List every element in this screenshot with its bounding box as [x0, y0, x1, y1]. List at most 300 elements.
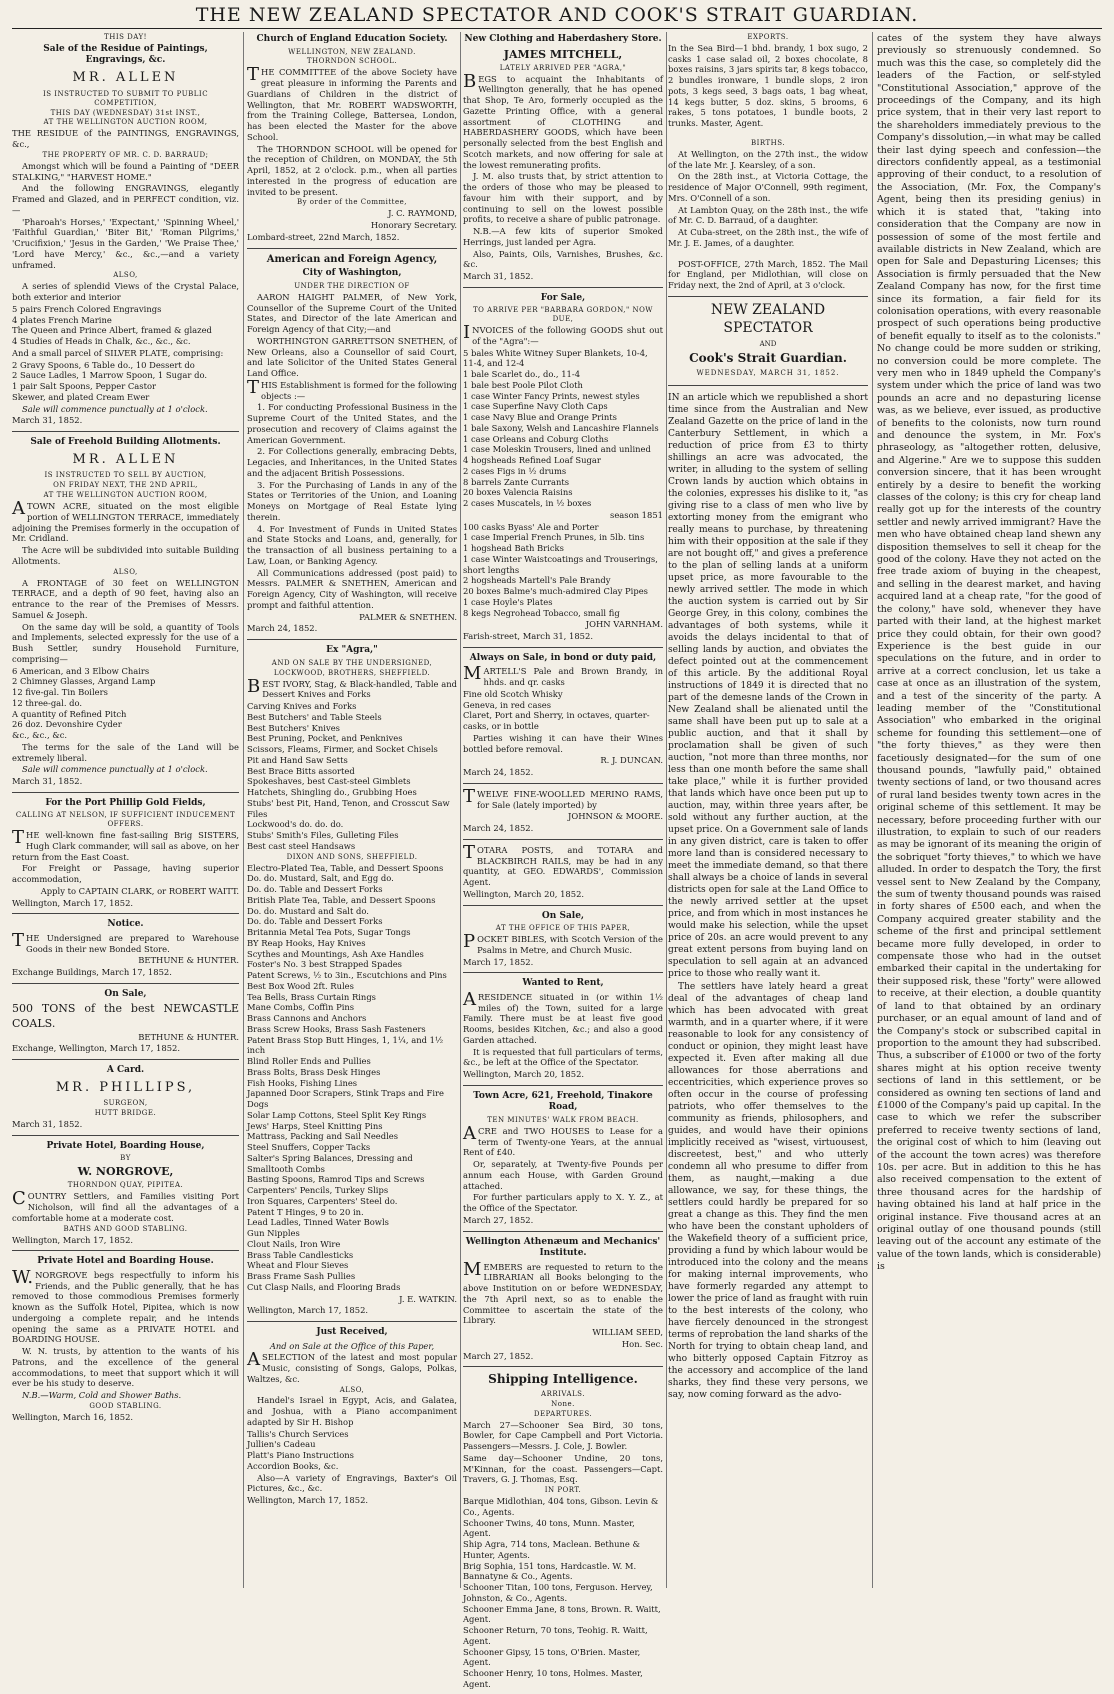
advert-name: MR. PHILLIPS, [55, 1079, 196, 1095]
advert-subheading: TEN MINUTES' WALK FROM BEACH. [487, 1116, 639, 1124]
advert-text: HUTT BRIDGE. [94, 1109, 157, 1118]
list-item: 1 case Orleans and Coburg Cloths [463, 433, 609, 444]
list-item: 6 American, and 3 Elbow Chairs [12, 665, 150, 676]
advert-freehold-allotments [12, 437, 239, 793]
advert-date: March 31, 1852. [463, 271, 534, 282]
list-item: Skewer, and plated Cream Ewer [12, 391, 150, 402]
advert-ex-agra [247, 645, 457, 1322]
list-item: British Plate Tea, Table, and Dessert Spoons [247, 894, 436, 905]
masthead-rule [12, 28, 1102, 29]
advert-heading: New Clothing and Haberdashery Store. [464, 34, 662, 44]
list-item: Mane Combs, Coffin Pins [247, 1002, 355, 1013]
list-item: 4 plates French Marine [12, 314, 112, 325]
list-item: Cut Clasp Nails, and Flooring Brads [247, 1281, 401, 1292]
advert-date: March 31, 1852. [12, 776, 83, 787]
list-item: Stubs' best Pit, Hand, Tenon, and Crosscut Saw Files [247, 797, 450, 819]
advert-heading: Notice. [107, 919, 144, 930]
list-item: Best Butchers' and Table Steels [247, 711, 382, 722]
advert-subheading: City of Washington, [302, 268, 402, 279]
advert-heading: Ex "Agra," [326, 645, 378, 656]
list-item: 1 case Imperial French Prunes, in 5lb. tins [463, 532, 645, 543]
list-item: 1 case Navy Blue and Orange Prints [463, 412, 617, 423]
advert-note: Sale will commence punctually at 1 o'clock. [22, 403, 208, 414]
shipping-entry: Same day—Schooner Undine, 20 tons, M'Kinnan, for the coast. Passengers—Capt. Travers, G. J. Thomas, Esq. [463, 1452, 663, 1485]
list-item: 1 case Winter Waistcoatings and Trouserings, short lengths [463, 553, 658, 575]
list-item: The Queen and Prince Albert, framed & glazed [12, 325, 212, 336]
advert-text: GOOD STABLING. [89, 1401, 162, 1410]
list-item: 100 casks Byass' Ale and Porter [463, 521, 599, 532]
advert-text: 'Pharoah's Horses,' 'Expectant,' 'Spinning Wheel,' 'Faithful Guardian,' 'Biter Bit,' 'Roman Pilgrims,' 'Crucifixion,' 'Jesus in the Garden,' 'We Praise Thee,' 'Lord have Mercy,' &c., &c.,—and a variety unframed. [12, 216, 239, 270]
advert-heading: On Sale, [541, 910, 585, 921]
list-item: &c., &c., &c. [12, 730, 68, 741]
advert-subheading: AT THE OFFICE OF THIS PAPER, [495, 924, 631, 933]
advert-heading: Wellington Athenæum and Mechanics' Institute. [465, 1236, 661, 1259]
advert-heading: For the Port Phillip Gold Fields, [45, 797, 206, 808]
advert-heading: Just Received, [316, 1327, 388, 1338]
advert-date: March 24, 1852. [247, 623, 318, 634]
advert-text: IS INSTRUCTED TO SELL BY AUCTION, [44, 471, 207, 480]
list-item: Pit and Hand Saw Setts [247, 754, 348, 765]
advert-signature: J. C. RAYMOND, [388, 208, 457, 219]
list-item: Foster's No. 3 best Strapped Spades [247, 959, 402, 970]
advert-text: THE well-known fine fast-sailing Brig SISTERS, Hugh Clark commander, will sail as above, on her return from the East Coast. [12, 827, 239, 862]
list-item: Brass Frame Sash Pullies [247, 1271, 356, 1282]
list-item: Clout Nails, Iron Wire [247, 1238, 341, 1249]
list-item: Claret, Port and Sherry, in octaves, quarter-casks, or in bottle [463, 710, 650, 732]
list-item: 1 case Superfine Navy Cloth Caps [463, 401, 608, 412]
advert-text: A series of splendid Views of the Crystal Palace, both exterior and interior [12, 281, 239, 303]
advert-heading: Private Hotel and Boarding House. [37, 1256, 214, 1267]
shipping-entry: March 27—Schooner Sea Bird, 30 tons, Bowler, for Cape Campbell and Port Victoria. Passengers—Messrs. J. Cole, J. Bowler. [463, 1419, 663, 1452]
list-item: 4 Studies of Heads in Chalk, &c., &c., &c. [12, 336, 191, 347]
advert-text: W. N. trusts, by attention to the wants of his Patrons, and the excellence of the general accommodations, to meet that support which it will ever be his study to deserve. [12, 1346, 239, 1389]
exports [668, 33, 868, 134]
advert-text: BEGS to acquaint the Inhabitants of Wellington generally, that he has opened that Shop, Te Aro, formerly occupied as the Gazette Printing Office, with a general assortment of CLOTHING and HABERDASHERY GOODS, which have been personally selected from the best English and Scotch markets, and now offering for sale at the lowest remunerating profits. [463, 70, 663, 170]
advert-heading: Church of England Education Society. [256, 34, 448, 44]
exports-text: In the Sea Bird—1 bhd. brandy, 1 box sugo, 2 casks 1 case salad oil, 2 boxes chocolate, 8 boxes raisins, 3 jars spirits tar, 8 kegs tobacco, 2 bundles ironware, 1 bundle slops, 2 iron pots, 3 kegs seed, 3 bags oats, 1 bag wheat, 14 kegs butter, 5 doz. skins, 5 brooms, 6 rakes, 5 tons potatoes, 1 bundle boots, 2 trunks. Master, Agent. [668, 42, 868, 129]
list-item: 5 bales White Witney Super Blankets, 10-4, 11-4, and 12-4 [463, 347, 648, 369]
advert-note: N.B.—Warm, Cold and Shower Baths. [22, 1390, 182, 1401]
column-rule [243, 32, 244, 1588]
advert-text: THORNDON QUAY, PIPITEA. [67, 1181, 184, 1190]
list-item: 20 boxes Valencia Raisins [463, 487, 573, 498]
advert-text: The THORNDON SCHOOL will be opened for the reception of Children, on MONDAY, the 5th April, 1852, at 2 o'clock. p.m., when all parties interested in the progress of education are invited to be present. [247, 143, 457, 197]
list-item: Carving Knives and Forks [247, 701, 357, 712]
list-item: Brass Screw Hooks, Brass Sash Fasteners [247, 1023, 426, 1034]
advert-signature: J. E. WATKIN. [399, 1293, 457, 1304]
list-item: 2 hogsheads Martell's Pale Brandy [463, 575, 611, 586]
advert-boarding-house [12, 1256, 239, 1427]
list-item: Lockwood's do. do. do. [247, 819, 344, 830]
advert-text: For Freight or Passage, having superior accommodation, [12, 863, 239, 885]
advert-date: Farish-street, March 31, 1852. [463, 631, 593, 642]
column-rule [460, 32, 461, 1588]
advert-text: 1. For conducting Professional Business in the Supreme Court of the United States, and the prosecution and recovery of Claims against the American Government. [247, 402, 457, 445]
advert-text: ALSO, [113, 567, 138, 576]
editorial-text: The settlers have lately heard a great deal of the advantages of cheap land which has been advocated with great warmth, and in a quarter where, if it were reasonable to look for any consistency of conduct or opinion, they might least have expected it. Even after making all due allowances for those aberrations and eccentricities, which experience proves so often occur in the course of professing patriots, who offer themselves to the community as friends, philosophers, and guides, and would have their opinions implicitly received as "wisest, virtuousest, discreetest, best," and who utterly condemn all who presume to differ from them, as naught,—making a due allowance, we say, for these things, the settlers could hardly be prepared for so great a change as this. They find the men who have been the constant upholders of the Wakefield theory of a sufficient price, providing a fund by which labour would be introduced into the colony and the means for making internal improvements, who have formerly regarded any attempt to lower the price of land as fraught with ruin to the best interests of the colony, who have fiercely denounced in the strongest terms of reprobation the land sharks of the North for trying to obtain cheap land, and who bitterly opposed Captain Fitzroy as the accessory and accomplice of the land sharks, they find these very persons, we say, now coming forward as the advo- [668, 981, 868, 1400]
advert-text: None. [551, 1399, 575, 1408]
list-item: Patent T Hinges, 9 to 20 in. [247, 1206, 364, 1217]
advert-date: March 24, 1852. [463, 823, 534, 834]
list-item: 1 case Hoyle's Plates [463, 596, 553, 607]
shipping-entry: Schooner Emma Jane, 8 tons, Brown. R. Waitt, Agent. [463, 1603, 661, 1625]
advert-text: TOTARA POSTS, and TOTARA and BLACKBIRCH RAILS, may be had in any quantity, at GEO. EDWARDS', Commission Agent. [463, 841, 663, 888]
advert-text: ASELECTION of the latest and most popular Music, consisting of Songs, Galops, Polkas, Waltzes, &c. [247, 1349, 457, 1384]
shipping-entry: Brig Sophia, 151 tons, Hardcastle. W. M. Bannatyne & Co., Agents. [463, 1560, 637, 1582]
advert-date: Wellington, March 17, 1852. [12, 1234, 134, 1245]
shipping-entry: Schooner Return, 70 tons, Teohig. R. Waitt, Agent. [463, 1625, 648, 1646]
advert-text: J. M. also trusts that, by strict attention to the orders of those who may be pleased to favour him with their support, and by continuing to sell on the lowest possible profits, to receive a share of public patronage. [463, 171, 663, 225]
issue-date: WEDNESDAY, MARCH 31, 1852. [696, 369, 840, 378]
list-item: Best cast steel Handsaws [247, 840, 356, 851]
advert-text: BEST IVORY, Stag, & Black-handled, Table and Dessert Knives and Forks [247, 675, 457, 700]
advert-notice [12, 919, 239, 984]
advert-date: Exchange, Wellington, March 17, 1852. [12, 1043, 181, 1054]
advert-signature: Apply to CAPTAIN CLARK, or ROBERT WAITT. [40, 885, 239, 896]
advert-heading: Always on Sale, in bond or duty paid, [469, 652, 657, 663]
shipping-entry: Schooner Titan, 100 tons, Ferguson. Hervey, Johnston, & Co., Agents. [463, 1582, 653, 1603]
list-item: 5 pairs French Colored Engravings [12, 303, 162, 314]
advert-date: March 31, 1852. [12, 1119, 83, 1130]
shipping-entry: Schooner Henry, 10 tons, Holmes. Master, Agent. [463, 1668, 643, 1689]
advert-port-phillip [12, 798, 239, 915]
advert-name: JAMES MITCHELL, [503, 47, 623, 61]
advert-american-agency [247, 254, 457, 641]
advert-text: UNDER THE DIRECTION OF [294, 281, 410, 290]
list-item: Patent Screws, ½ to 3in., Escutchions and Pins [247, 970, 447, 981]
advert-text: MARTELL'S Pale and Brown Brandy, in hhds. and qr. casks [463, 663, 663, 688]
advert-text: 4. For Investment of Funds in United States and State Stocks and Loans, and, generally, for the transaction of all business pertaining to a Law, Loan, or Banking Agency. [247, 523, 457, 566]
column-1 [12, 32, 239, 1588]
advert-text: ATOWN ACRE, situated on the most eligible portion of WELLINGTON TERRACE, immediately adjoining the Premises formerly in the occupation of Mr. Cridland. [12, 498, 239, 544]
list-item: Brass Cannons and Anchors [247, 1013, 367, 1024]
advert-name: W. NORGROVE, [77, 1165, 174, 1179]
list-item: 2 cases Muscatels, in ½ boxes [463, 498, 592, 509]
list-item: Lead Ladles, Tinned Water Bowls [247, 1217, 389, 1228]
advert-text: THE PROPERTY OF MR. C. D. BARRAUD; [42, 150, 209, 159]
section-subheading: DEPARTURES. [533, 1409, 593, 1418]
list-item: 2 cases Figs in ½ drums [463, 465, 567, 476]
column-5 [877, 32, 1101, 1588]
advert-date: Wellington, March 20, 1852. [463, 1069, 585, 1080]
advert-text: BY [120, 1154, 131, 1163]
advert-text: TWELVE FINE-WOOLLED MERINO RAMS, for Sale (lately imported) by [463, 785, 663, 810]
list-item: Jullien's Cadeau [247, 1439, 316, 1450]
advert-date: March 24, 1852. [463, 767, 534, 778]
list-item: 8 barrels Zante Currants [463, 476, 569, 487]
advert-signature: BETHUNE & HUNTER. [138, 1031, 239, 1042]
list-item: A quantity of Refined Pitch [12, 708, 127, 719]
advert-text: On the same day will be sold, a quantity of Tools and Implements, selected expressly for the use of a Bush Settler, sundry Household Furniture, comprising— [12, 621, 239, 664]
advert-athenaeum [463, 1237, 663, 1368]
list-item: Scythes and Mountings, Ash Axe Handles [247, 948, 424, 959]
advert-heading: Sale of Freehold Building Allotments. [30, 437, 221, 448]
advert-text: THE Undersigned are prepared to Warehouse Goods in their new Bonded Store. [12, 929, 239, 954]
list-item: Patent Brass Stop Butt Hinges, 1, 1¼, and 1½ inch [247, 1034, 444, 1056]
advert-signature: WILLIAM SEED, [592, 1327, 663, 1338]
advert-date: March 27, 1852. [463, 1350, 534, 1361]
list-item: Scissors, Fleams, Firmer, and Socket Chisels [247, 744, 438, 755]
shipping-entry: Ship Agra, 714 tons, Maclean. Bethune & Hunter, Agents. [463, 1539, 640, 1560]
advert-date: Wellington, March 17, 1852. [247, 1305, 369, 1316]
advert-date: Exchange Buildings, March 17, 1852. [12, 967, 172, 978]
advert-heading: Town Acre, 621, Freehold, Tinakore Road, [473, 1090, 653, 1113]
advert-date: Wellington, March 17, 1852. [12, 897, 134, 908]
list-item: 20 boxes Balme's much-admired Clay Pipes [463, 586, 648, 597]
list-item: Blind Roller Ends and Pullies [247, 1056, 371, 1067]
birth-notice: At Cuba-street, on the 28th inst., the wife of Mr. J. E. James, of a daughter. [668, 227, 868, 248]
advert-card [12, 1065, 239, 1136]
list-item: 1 bale Scarlet do., do., 11-4 [463, 369, 581, 380]
list-item: Carpenters' Pencils, Turkey Slips [247, 1185, 389, 1196]
advert-town-acre [463, 1091, 663, 1232]
list-item: Do. do. Table and Dessert Forks [247, 884, 383, 895]
list-item: Solar Lamp Cottons, Steel Split Key Rings [247, 1109, 427, 1120]
advert-pocket-bibles [463, 911, 663, 974]
list-item: Best Pruning, Pocket, and Penknives [247, 733, 403, 744]
list-item: Electro-Plated Tea, Table, and Dessert Spoons [247, 862, 444, 873]
advert-text: THE COMMITTEE of the above Society have great pleasure in informing the Parents and Guardians of Children in the district of Wellington, that Mr. ROBERT WADSWORTH, from the Training College, Battersea, London, has been elected the Master for the above School. [247, 64, 457, 142]
advert-text: season 1851 [610, 509, 663, 520]
advert-text: THIS Establishment is formed for the following objects :— [247, 376, 457, 401]
paper-title: NEW ZEALAND SPECTATOR [710, 301, 826, 336]
advert-signature: R. J. DUNCAN. [600, 755, 663, 766]
advert-signature: JOHNSON & MOORE. [568, 811, 663, 822]
list-item: Wheat and Flour Sieves [247, 1260, 349, 1271]
list-item: Britannia Metal Tea Pots, Sugar Tongs [247, 927, 411, 938]
list-item: Mattrass, Packing and Sail Needles [247, 1131, 399, 1142]
list-item: 2 Gravy Spoons, 6 Table do., 10 Dessert do [12, 359, 195, 370]
birth-notice: At Wellington, on the 27th inst., the widow of the late Mr. J. Kearsley, of a son. [668, 148, 868, 170]
advert-text: THE RESIDUE of the PAINTINGS, ENGRAVINGS, &c., [12, 128, 239, 150]
advert-signature: JOHN VARNHAM. [585, 619, 663, 630]
list-item: 12 five-gal. Tin Boilers [12, 687, 108, 698]
list-item: Salter's Spring Balances, Dressing and Smalltooth Combs [247, 1152, 413, 1174]
advert-heading: On Sale, [104, 988, 147, 999]
list-item: BY Reap Hooks, Hay Knives [247, 937, 366, 948]
section-subheading: IN PORT. [544, 1486, 582, 1495]
list-item: Best Brace Bitts assorted [247, 765, 355, 776]
advert-heading: For Sale, [540, 292, 586, 303]
advert-text: WELLINGTON, NEW ZEALAND. [288, 47, 416, 56]
advert-wanted-to-rent [463, 978, 663, 1086]
advert-education-society [247, 34, 457, 249]
list-item: 12 three-gal. do. [12, 697, 83, 708]
section-subheading: ARRIVALS. [541, 1389, 585, 1398]
advert-coals [12, 989, 239, 1060]
advert-totara-posts [463, 841, 663, 906]
list-item: 1 hogshead Bath Bricks [463, 543, 564, 554]
column-rule [872, 32, 873, 1588]
advert-date: Wellington, March 17, 1852. [247, 1495, 369, 1506]
advert-note: Sale will commence punctually at 1 o'clock. [22, 764, 208, 775]
advert-subheading: CALLING AT NELSON, IF SUFFICIENT INDUCEMENT OFFERS. [15, 811, 236, 829]
advert-heading: THIS DAY! [104, 33, 147, 41]
post-office-text: POST-OFFICE, 27th March, 1852. The Mail for England, per Midlothian, will close on Friday next, the 2nd of April, at 3 o'clock. [668, 258, 868, 291]
list-item: Do. do. Table and Dessert Forks [247, 916, 383, 927]
advert-date: Wellington, March 16, 1852. [12, 1411, 134, 1422]
shipping-intelligence [463, 1372, 663, 1693]
advert-text: The terms for the sale of the Land will be extremely liberal. [12, 741, 239, 763]
list-item: Accordion Books, &c. [247, 1460, 339, 1471]
masthead: THE NEW ZEALAND SPECTATOR AND COOK'S STRAIT GUARDIAN. [195, 4, 919, 26]
advert-subheading: And on Sale at the Office of this Paper, [269, 1340, 435, 1351]
section-heading: EXPORTS. [747, 33, 789, 41]
list-item: 1 bale best Poole Pilot Cloth [463, 379, 583, 390]
list-item: 1 case Moleskin Trousers, lined and unlined [463, 444, 651, 455]
advert-text: ALSO, [113, 271, 138, 280]
post-office-notice [668, 259, 868, 297]
advert-text: W.NORGROVE begs respectfully to inform his Friends, and the Public generally, that he has removed to those commodious Premises formerly known as the Suffolk Hotel, Pipitea, which is now undergoing a complete repair, and he intends opening the same as a PRIVATE HOTEL and BOARDING HOUSE. [12, 1266, 239, 1345]
advert-text: And the following ENGRAVINGS, elegantly Framed and Glazed, and in PERFECT condition, viz.— [12, 183, 239, 215]
advert-heading: Private Hotel, Boarding House, [46, 1140, 205, 1151]
advert-text: ON FRIDAY NEXT, THE 2ND APRIL, [53, 481, 198, 490]
advert-text: Or, separately, at Twenty-five Pounds per annum each House, with Garden Ground attached. [463, 1159, 663, 1191]
advert-text: ALSO, [339, 1385, 365, 1394]
advert-text: And a small parcel of SILVER PLATE, comprising: [12, 347, 224, 358]
advert-text: AARON HAIGHT PALMER, of New York, Counsellor of the Supreme Court of the United States, and Director of the late American and Foreign Agency of that City;—and [247, 291, 457, 335]
advert-text: DIXON AND SONS, SHEFFIELD. [286, 852, 418, 861]
shipping-entry: Barque Midlothian, 404 tons, Gibson. Levin & Co., Agents. [463, 1496, 659, 1517]
editorial-text: IN an article which we republished a short time since from the Australian and New Zealand Gazette on the price of land in the Canterbury Settlement, in which a reduction of price from £3 to thirty shillings an acre was advocated, the writer, in alluding to the system of selling Crown lands by auction which obtains in the colonies, expresses his dislike to it, "as giving rise to a class of men who live by extorting money from the emigrant who really means to purchase, by threatening him with their opposition at the sale if they are not bought off," and gives a preference to the plan of selling lands at a uniform upset price, as more favourable to the newly arrived settler. The mode in which the auction system is carried out by Sir George Grey, in this colony, combines the advantages of both systems, while it avoids the delays incidental to that of selling lands by auction, and obviates the defect pointed out at the commencement of this article. By the additional Royal instructions of 1849 it is directed that no part of the demesne lands of the Crown in New Zealand shall be alienated until the same shall have been put up to sale at a public auction, and that it shall by proclamation shall be given of such auction, "not more than three months, nor less than one month before the same shall take place," while it is further provided that lands which have once been put up to auction, may, within three years after, be sold without any further auction, at the upset price. On a Government sale of lands in any given district, care is taken to offer more land than is considered necessary to meet the immediate demand, so that there shall always be a choice of lands in several districts open for sale at the Land Office to the newly arrived settler at the upset price, and from which in most instances he would make his selection, while the upset price of 20s. an acre would prevent to any great extent persons from buying land on speculation to sell again at an advanced price to those who really want it. [668, 392, 868, 979]
list-item: Fine old Scotch Whisky [463, 688, 563, 699]
advert-text: INVOICES of the following GOODS shut out of the "Agra":— [463, 322, 663, 346]
advert-text: LOCKWOOD, BROTHERS, SHEFFIELD. [273, 668, 431, 677]
list-item: Tallis's Church Services [247, 1428, 349, 1439]
advert-text: For further particulars apply to X. Y. Z., at the Office of the Spectator. [463, 1192, 663, 1214]
advert-invoices [463, 293, 663, 648]
list-item: Iron Squares, Carpenters' Steel do. [247, 1195, 398, 1206]
advert-signature: BETHUNE & HUNTER. [138, 955, 239, 966]
column-3 [463, 32, 663, 1689]
editorial-continued: cates of the system they have always previously so strenuously condemned. So much was this the case, so completely did the leaders of the Faction, or self-styled "Constitutional Association," approve of the proceedings of the Company, and its high price system, that in their very last report to the shareholders immediately previous to the Company's dissolution,—in what may be called their last dying speech and confession—the directors confidently appeal, as a testimonial approving of their conduct, to a resolution of the Association, (Mr. Fox, the Company's Agent, being then its presiding genius) in which it is stated that, "taking into consideration that the Company are now in possession of some of the most fertile and available districts in New Zealand, which are open for Sale and Depasturing Licenses; this Association is firmly persuaded that the New Zealand Company has now, for the first time since its formation, a fair field for its colonisation operations, with every reasonable prospect of such operations being productive of benefit equally to itself as to the colonists." No change could be more sudden or striking, no conversion could be more complete. The very men who in 1849 upheld the Company's system under which the price of land was two pounds an acre and no depasturing license was, as we believe, ever issued, as productive of benefits to the colonists, now turn round and denounce the system, in Mr. Fox's phraseology, as "altogether rotten, delusive, and Algerine." Are we to suppose this sudden conversion sincere, that it has been wrought entirely by a desire to benefit the working classes of the colony; is this cry for cheap land really got up for the interests of the country settler and newly arrived immigrant? Have the men who have obtained cheap land shewn any disposition themselves to sell it cheap for the good of the colony. Have they not acted on the free trade axiom of buying in the cheapest, and selling in the dearest market, and having acquired land at a cheap rate, "for the good of the colony," have sold, whenever they have parted with their land, at the highest market price they could obtain, for their own good? Experience is the best guide in our speculations on the future, and in order to arrive at a correct conclusion, let us take a case at once as an illustration of the system, and a test of the sincerity of the party. A leading member of the "Constitutional Association" who embarked in the original scheme for founding this settlement—one of "the forty thieves," as they were then facetiously designated—for the sum of one thousand pounds, "lawfully paid," obtained twenty sections of land, or two thousand acres of rural land besides twenty town acres in the original scheme of this settlement. It may be necessary, before proceeding further with our illustration, to explain to such of our readers as may be ignorant of its meaning the origin of the sobriquet "forty thieves," to which we have alluded. In order to despatch the Tory, the first vessel sent to New Zealand by the Company, the sum of twenty thousand pounds was raised in forty shares of £500 each, and when the Company acquired greater stability and the scheme of the first and principal settlement became more fully developed, in order to compensate those who had in the outset embarked their capital in the undertaking for their supposed risk, these "forty" were allowed to receive, at their election, a double quantity of land to that obtained by an ordinary purchaser, or an equal amount of land and of the Company's stock or subscribed capital in proportion to the amount they had subscribed. Thus, a subscriber of £1000 or two of the forty shares might at his option receive twenty sections of land in this settlement, or be considered as owning ten sections of land and £1000 of the Company's paid up capital. In the case to which we refer the subscriber preferred to receive twenty sections of land, the original cost of which to him (leaving out of the account the town acres) was therefore 10s. per acre. But in addition to this he has also received compensation to the extent of three thousand acres for the hardship of having obtained his land at half price in the original instance. Five thousand acres at an original outlay of one thousand pounds (still leaving out of the account any estimate of the value of the town lands, which is considerable) is [877, 33, 1101, 1273]
section-heading: BIRTHS. [750, 138, 786, 147]
auctioneer-name: MR. ALLEN [72, 451, 179, 467]
advert-text: N.B.—A few kits of superior Smoked Herrings, just landed per Agra. [463, 226, 663, 247]
advert-text: ACRE and TWO HOUSES to Lease for a term of Twenty-one Years, at the annual Rent of £40. [463, 1122, 663, 1158]
advert-text: ARESIDENCE situated in (or within 1½ miles of) the Town, suited for a large Family. There must be at least five good Rooms, besides Kitchen, &c.; and also a good Garden attached. [463, 988, 663, 1045]
birth-notice: At Lambton Quay, on the 28th inst., the wife of Mr. C. D. Barraud, of a daughter. [668, 204, 868, 226]
list-item: Tea Bells, Brass Curtain Rings [247, 991, 376, 1002]
advert-text: WORTHINGTON GARRETTSON SNETHEN, of New Orleans, also a Counsellor of said Court, and late Solicitor of the United States General Land Office. [247, 335, 457, 379]
advert-text: Parties wishing it can have their Wines bottled before removal. [463, 732, 663, 754]
advert-text: COUNTRY Settlers, and Families visiting Port Nicholson, will find all the advantages of a comfortable home at a moderate cost. [12, 1188, 239, 1223]
list-item: Hatchets, Shingling do., Grubbing Hoes [247, 787, 417, 798]
list-item: Best Butchers' Knives [247, 722, 340, 733]
advert-date: Lombard-street, 22nd March, 1852. [247, 231, 400, 242]
list-item: Do. do. Mustard and Salt do. [247, 905, 369, 916]
advert-date: March 17, 1852. [463, 956, 534, 967]
list-item: 8 kegs Negrohead Tobacco, small fig [463, 607, 620, 618]
advert-text: All Communications addressed (post paid) to Messrs. PALMER & SNETHEN, American and Foreign Agency, City of Washington, will receive prompt and faithful attention. [247, 567, 457, 610]
advert-text: 500 TONS of the best NEWCASTLE COALS. [12, 1002, 239, 1030]
advert-text: THORNDON SCHOOL. [306, 57, 398, 66]
advert-text: THIS DAY (WEDNESDAY) 31st INST., [50, 108, 201, 117]
advert-text: 2. For Collections generally, embracing Debts, Legacies, and Inheritances, in the United States and the adjacent British Possessions. [247, 446, 457, 478]
advert-text: AT THE WELLINGTON AUCTION ROOM, [43, 118, 208, 127]
shipping-entry: Schooner Twins, 40 tons, Munn. Master, Agent. [463, 1517, 635, 1539]
list-item: Brass Bolts, Brass Desk Hinges [247, 1066, 381, 1077]
list-item: Japanned Door Scrapers, Stink Traps and Fire Dogs [247, 1088, 444, 1110]
advert-subheading: LATELY ARRIVED PER "AGRA," [499, 63, 627, 72]
advert-text: The Acre will be subdivided into suitable Building Allotments. [12, 545, 239, 566]
advert-signature: PALMER & SNETHEN. [359, 611, 457, 622]
list-item: Stubs' Smith's Files, Gulleting Files [247, 830, 399, 841]
advert-date: March 31, 1852. [12, 415, 83, 426]
advert-heading: Wanted to Rent, [522, 978, 604, 989]
advert-merino-rams [463, 785, 663, 840]
advert-text: BATHS AND GOOD STABLING. [63, 1224, 188, 1233]
list-item: Brass Table Candlesticks [247, 1249, 354, 1260]
list-item: Best Box Wood 2ft. Rules [247, 980, 354, 991]
advert-heading: American and Foreign Agency, [266, 253, 438, 265]
advert-text: Honorary Secretary. [370, 220, 457, 231]
advert-text: Also—A variety of Engravings, Baxter's Oil Pictures, &c., &c. [247, 1472, 457, 1494]
list-item: Jews' Harps, Steel Knitting Pins [247, 1120, 383, 1131]
list-item: 1 case Winter Fancy Prints, newest styles [463, 390, 640, 401]
paper-subtitle: Cook's Strait Guardian. [689, 350, 847, 365]
advert-text: A FRONTAGE of 30 feet on WELLINGTON TERRACE, and a depth of 90 feet, having also an entrance to the rear of the Premises of Messrs. Samuel & Joseph. [12, 577, 239, 620]
birth-notice: On the 28th inst., at Victoria Cottage, the residence of Major O'Connell, 99th regiment, Mrs. O'Connell of a son. [668, 171, 868, 203]
advert-text: By order of the Committee, [296, 198, 408, 207]
list-item: 26 doz. Devonshire Cyder [12, 719, 122, 730]
list-item: 2 Sauce Ladles, 1 Marrow Spoon, 1 Sugar do. [12, 370, 207, 381]
list-item: 4 hogsheads Refined Loaf Sugar [463, 455, 601, 466]
section-heading: Shipping Intelligence. [488, 1372, 638, 1387]
births [668, 139, 868, 254]
advert-text: Handel's Israel in Egypt, Acis, and Galatea, and Joshua, with a Piano accompaniment adapted by Sir H. Bishop [247, 1395, 457, 1427]
advert-heading: A Card. [106, 1065, 145, 1076]
advert-date: Wellington, March 20, 1852. [463, 888, 585, 899]
advert-text: 3. For the Purchasing of Lands in any of the States or Territories of the Union, and Loaning Moneys on Mortgage of Real Estate lying therein. [247, 479, 457, 522]
advert-text: Hon. Sec. [621, 1338, 663, 1349]
list-item: Geneva, in red cases [463, 699, 551, 710]
paper-title-and: AND [759, 339, 777, 348]
advert-music [247, 1327, 457, 1511]
advert-clothing-store [463, 34, 663, 288]
list-item: Basting Spoons, Ramrod Tips and Screws [247, 1174, 425, 1185]
list-item: 1 bale Saxony, Welsh and Lancashire Flannels [463, 422, 659, 433]
advert-text: IS INSTRUCTED TO SUBMIT TO PUBLIC COMPETITION, [42, 89, 209, 107]
column-4 [668, 32, 868, 1588]
list-item: 1 pair Salt Spoons, Pepper Castor [12, 381, 156, 392]
advert-text: MEMBERS are requested to return to the LIBRARIAN all Books belonging to the above Institution on or before WEDNESDAY, the 7th April next, so as to enable the Committee to ascertain the state of the Library. [463, 1258, 663, 1326]
shipping-entry: Schooner Gipsy, 15 tons, O'Brien. Master, Agent. [463, 1646, 641, 1668]
advert-private-hotel [12, 1141, 239, 1251]
list-item: Fish Hooks, Fishing Lines [247, 1077, 358, 1088]
list-item: Do. do. Mustard, Salt, and Egg do. [247, 873, 394, 884]
list-item: Steel Snuffers, Copper Tacks [247, 1142, 371, 1153]
column-2 [247, 32, 457, 1588]
advert-text: Also, Paints, Oils, Varnishes, Brushes, &c. &c. [463, 248, 663, 270]
advert-subheading: TO ARRIVE PER "BARBARA GORDON," NOW DUE, [473, 306, 653, 324]
advert-text: It is requested that full particulars of terms, &c., be left at the Office of the Spectator. [463, 1046, 663, 1068]
auctioneer-name: MR. ALLEN [72, 69, 179, 85]
column-rule [666, 32, 667, 1588]
advert-date: March 27, 1852. [463, 1214, 534, 1225]
advert-text: Amongst which will be found a Painting of "DEER STALKING," "HARVEST HOME." [12, 160, 239, 182]
list-item: Platt's Piano Instructions [247, 1450, 354, 1461]
advert-text: POCKET BIBLES, with Scotch Version of the Psalms in Metre, and Church Music. [463, 931, 663, 955]
list-item: Gun Nipples [247, 1228, 300, 1239]
advert-subheading: Sale of the Residue of Paintings, Engravings, &c. [43, 43, 208, 66]
advert-text: AT THE WELLINGTON AUCTION ROOM, [43, 491, 208, 500]
advert-paintings-sale [12, 33, 239, 432]
editorial-header [668, 302, 868, 386]
list-item: 2 Chimney Glasses, Argand Lamp [12, 676, 156, 687]
advert-subheading: AND ON SALE BY THE UNDERSIGNED, [271, 658, 433, 667]
advert-brandy [463, 653, 663, 784]
